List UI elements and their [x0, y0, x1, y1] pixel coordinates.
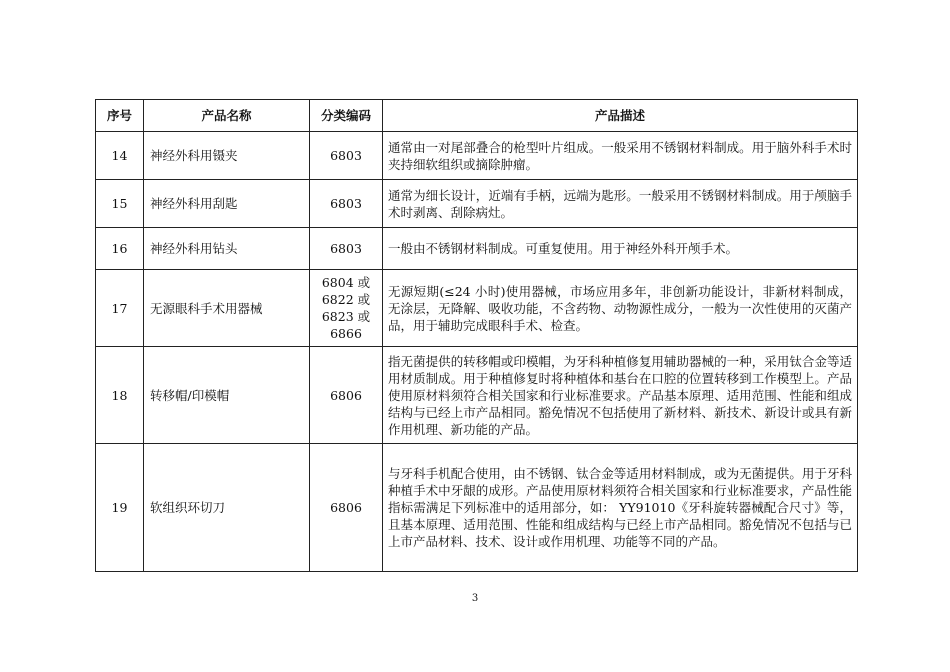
header-serial-number: 序号 — [96, 100, 144, 132]
product-name: 软组织环切刀 — [144, 444, 310, 572]
product-name: 神经外科用刮匙 — [144, 180, 310, 228]
row-number: 17 — [96, 270, 144, 347]
row-number: 18 — [96, 347, 144, 444]
row-number: 19 — [96, 444, 144, 572]
classification-code: 6806 — [310, 347, 383, 444]
product-name: 神经外科用钻头 — [144, 228, 310, 270]
classification-code: 6803 — [310, 132, 383, 180]
product-name: 无源眼科手术用器械 — [144, 270, 310, 347]
table-row — [96, 444, 858, 572]
classification-code: 6803 — [310, 180, 383, 228]
header-classification-code: 分类编码 — [310, 100, 383, 132]
page-number: 3 — [471, 593, 479, 604]
table-row — [96, 228, 858, 270]
header-product-description: 产品描述 — [383, 100, 858, 132]
product-description: 通常为细长设计，近端有手柄，远端为匙形。一般采用不锈钢材料制成。用于颅脑手术时剥离、刮除病灶。 — [383, 180, 858, 228]
table-row — [96, 347, 858, 444]
table-row — [96, 180, 858, 228]
table-row — [96, 270, 858, 347]
table-header-row — [96, 100, 858, 132]
row-number: 16 — [96, 228, 144, 270]
header-product-name: 产品名称 — [144, 100, 310, 132]
table-row — [96, 132, 858, 180]
classification-code: 6803 — [310, 228, 383, 270]
product-name: 转移帽/印模帽 — [144, 347, 310, 444]
product-description: 与牙科手机配合使用，由不锈钢、钛合金等适用材料制成，或为无菌提供。用于牙科种植手术中牙龈的成形。产品使用原材料须符合相关国家和行业标准要求，产品性能指标需满足下列标准中的适用部分，如： YY91010《牙科旋转器械配合尺寸》等，且基本原理、适用范围、性能和组成结构与已经上市产品相同。豁免情况不包括与已上市产品材料、技术、设计或作用机理、功能等不同的产品。 — [383, 444, 858, 572]
product-description: 一般由不锈钢材料制成。可重复使用。用于神经外科开颅手术。 — [383, 228, 858, 270]
device-table — [95, 99, 858, 572]
product-name: 神经外科用镊夹 — [144, 132, 310, 180]
row-number: 15 — [96, 180, 144, 228]
product-description: 通常由一对尾部叠合的枪型叶片组成。一般采用不锈钢材料制成。用于脑外科手术时夹持细软组织或摘除肿瘤。 — [383, 132, 858, 180]
classification-code: 6804 或 6822 或 6823 或 6866 — [310, 270, 383, 347]
product-description: 无源短期(≤24 小时)使用器械，市场应用多年，非创新功能设计，非新材料制成，无涂层，无降解、吸收功能，不含药物、动物源性成分，一般为一次性使用的灭菌产品，用于辅助完成眼科手术、检查。 — [383, 270, 858, 347]
product-description: 指无菌提供的转移帽或印模帽，为牙科种植修复用辅助器械的一种，采用钛合金等适用材质制成。用于种植修复时将种植体和基台在口腔的位置转移到工作模型上。产品使用原材料须符合相关国家和行业标准要求。产品基本原理、适用范围、性能和组成结构与已经上市产品相同。豁免情况不包括使用了新材料、新技术、新设计或具有新作用机理、新功能的产品。 — [383, 347, 858, 444]
classification-code: 6806 — [310, 444, 383, 572]
row-number: 14 — [96, 132, 144, 180]
